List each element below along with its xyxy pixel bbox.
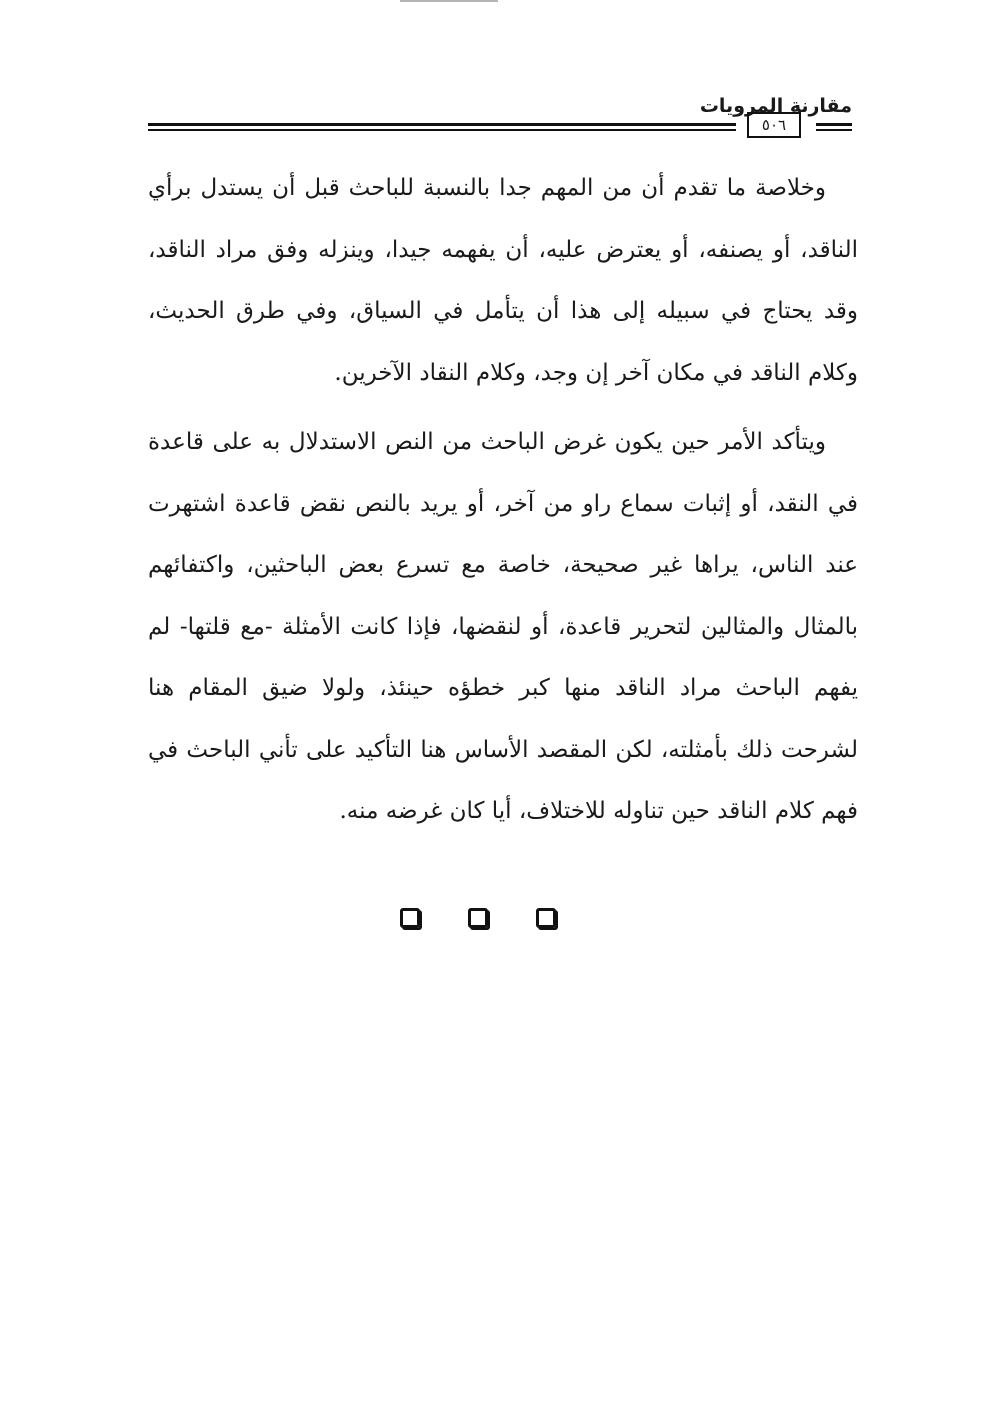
page-number: ٥٠٦: [747, 112, 801, 138]
header-rule: [816, 123, 852, 126]
header-rule: [148, 129, 736, 131]
section-end-ornament: [400, 908, 556, 934]
square-icon: [536, 908, 556, 928]
square-icon: [400, 908, 420, 928]
running-title: مقارنة المرويات: [699, 95, 852, 117]
square-icon: [468, 908, 488, 928]
header-rule: [816, 129, 852, 131]
page-body: [148, 158, 858, 843]
paragraph: وخلاصة ما تقدم أن من المهم جدا بالنسبة للباحث قبل أن يستدل برأي الناقد، أو يصنفه، أو يعترض عليه، أن يفهمه جيدا، وينزله وفق مراد الناقد، وقد يحتاج في سبيله إلى هذا أن يتأمل في السياق، وفي طرق الحديث، وكلام الناقد في مكان آخر إن وجد، وكلام النقاد الآخرين.: [148, 175, 858, 386]
paragraph: ويتأكد الأمر حين يكون غرض الباحث من النص الاستدلال به على قاعدة في النقد، أو إثبات سماع راو من آخر، أو يريد بالنص نقض قاعدة اشتهرت عند الناس، يراها غير صحيحة، خاصة مع تسرع بعض الباحثين، واكتفائهم بالمثال والمثالين لتحرير قاعدة، أو لنقضها، فإذا كانت الأمثلة -مع قلتها- لم يفهم الباحث مراد الناقد منها كبر خطؤه حينئذ، ولولا ضيق المقام هنا لشرحت ذلك بأمثلته، لكن المقصد الأساس هنا التأكيد على تأني الباحث في فهم كلام الناقد حين تناوله للاختلاف، أيا كان غرضه منه.: [148, 429, 858, 824]
page-header: [148, 94, 852, 146]
scan-edge-mark: [400, 0, 498, 2]
header-rule: [148, 123, 736, 126]
